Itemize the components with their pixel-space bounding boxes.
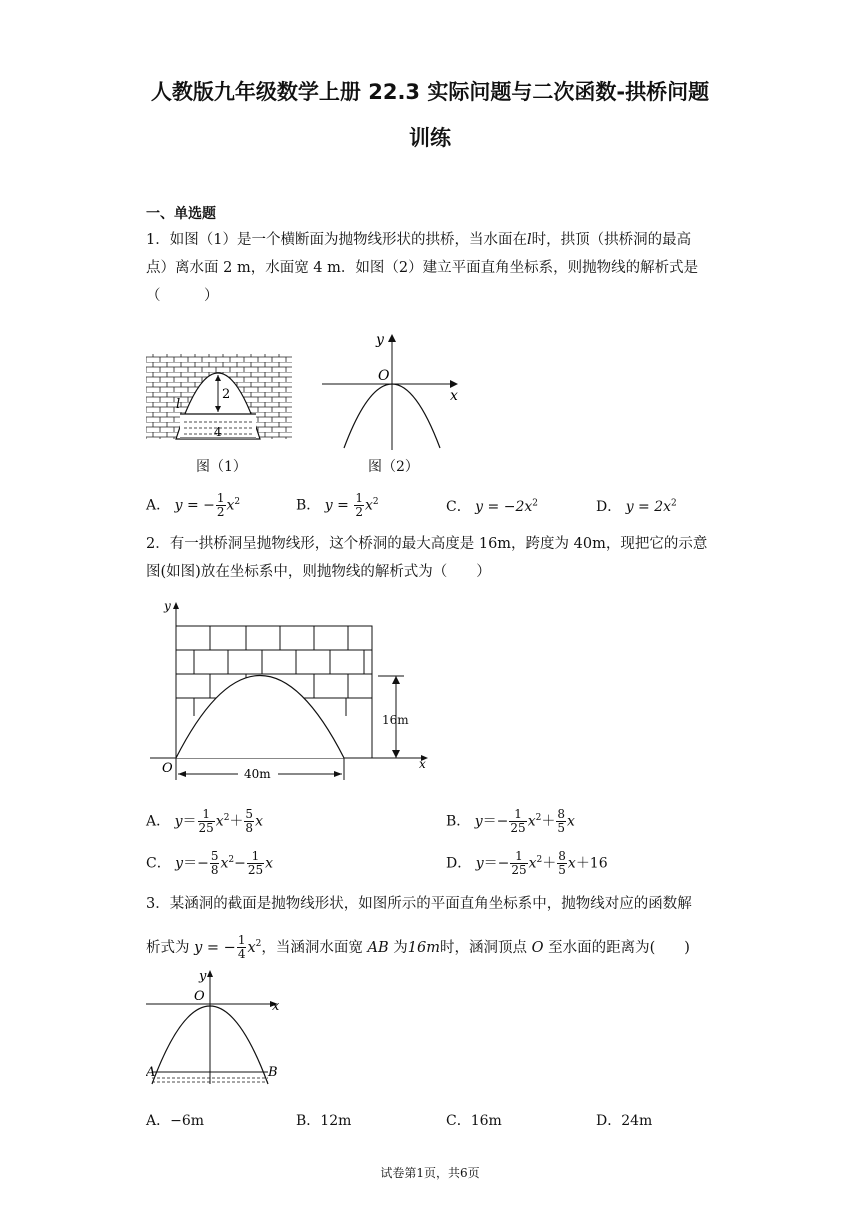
height-label: 16m (382, 713, 409, 727)
option-d[interactable]: D． $y = 2x^2$ (596, 498, 677, 515)
figure-q3-culvert (146, 966, 296, 1091)
question-number: 2． (146, 536, 170, 552)
origin-label: O (378, 368, 390, 384)
option-a[interactable]: A．−6m (146, 1113, 205, 1129)
figure-1-caption: 图（1） (196, 459, 247, 475)
option-b[interactable]: B． y＝− $\frac{1}{25}$ $x^2+$ $\frac{8}{5}$ x (446, 807, 575, 835)
origin-label: O (194, 989, 205, 1004)
y-axis-label: y (164, 599, 171, 613)
x-axis-label: x (272, 999, 280, 1014)
figure-2-axes (318, 328, 463, 453)
water-level-label: l (176, 397, 181, 412)
height-label: 2 (222, 387, 231, 402)
y-axis-label: y (199, 969, 207, 984)
question-3-text: 3．某涵洞的截面是抛物线形状，如图所示的平面直角坐标系中，抛物线对应的函数解 (146, 896, 692, 912)
option-b[interactable]: B． y = $\frac{1}{2}$ $x^2$ (296, 491, 379, 519)
option-d[interactable]: D．24m (596, 1113, 653, 1129)
option-c[interactable]: C． y＝− $\frac{5}{8}$ $x^2-$ $\frac{1}{25}$ x (146, 849, 274, 877)
section-heading: 一、单选题 (146, 206, 216, 222)
x-axis-label: x (419, 757, 426, 771)
question-1-text: 1．如图（1）是一个横断面为抛物线形状的拱桥，当水面在l时，拱顶（拱桥洞的最高 点）离水面 2 m，水面宽 4 m．如图（2）建立平面直角坐标系，则抛物线的解析式是 （ ） (146, 232, 699, 304)
option-c[interactable]: C．16m (446, 1113, 502, 1129)
question-2-text: 2．有一拱桥洞呈抛物线形，这个桥洞的最大高度是 16m，跨度为 40m，现把它的示意 图(如图)放在坐标系中，则抛物线的解析式为（ ） (146, 536, 708, 580)
question-number: 1． (146, 232, 170, 248)
figure-q2-bridge (146, 598, 436, 783)
option-b[interactable]: B．12m (296, 1113, 352, 1129)
point-b-label: B (268, 1065, 278, 1080)
page-title-line2: 训练 (409, 126, 451, 150)
origin-label: O (162, 761, 173, 776)
x-axis-label: x (450, 388, 458, 404)
question-3-text-line2: 析式为 y = − $\frac{1}{4}$ $x^2$，当涵洞水面宽 AB 为16m时，涵洞顶点 O 至水面的距离为( ) (146, 933, 690, 962)
page-title-line1: 人教版九年级数学上册 22.3 实际问题与二次函数-拱桥问题 (150, 80, 710, 104)
option-a[interactable]: A． y = − $\frac{1}{2}$ $x^2$ (146, 491, 241, 519)
option-a[interactable]: A． y＝ $\frac{1}{25}$ $x^2+$ $\frac{5}{8}$ x (146, 807, 263, 835)
question-number: 3． (146, 896, 170, 912)
option-c[interactable]: C． $y = -2x^2$ (446, 498, 538, 515)
width-label: 4 (214, 425, 222, 439)
figure-1-bridge (146, 332, 296, 442)
option-d[interactable]: D． y＝− $\frac{1}{25}$ $x^2+$ $\frac{8}{5}$ x＋16 (446, 849, 608, 877)
page-footer: 试卷第1页，共6页 (380, 1166, 480, 1180)
point-a-label: A (146, 1065, 156, 1080)
width-label: 40m (244, 767, 271, 781)
y-axis-label: y (376, 332, 384, 348)
figure-2-caption: 图（2） (368, 459, 419, 475)
